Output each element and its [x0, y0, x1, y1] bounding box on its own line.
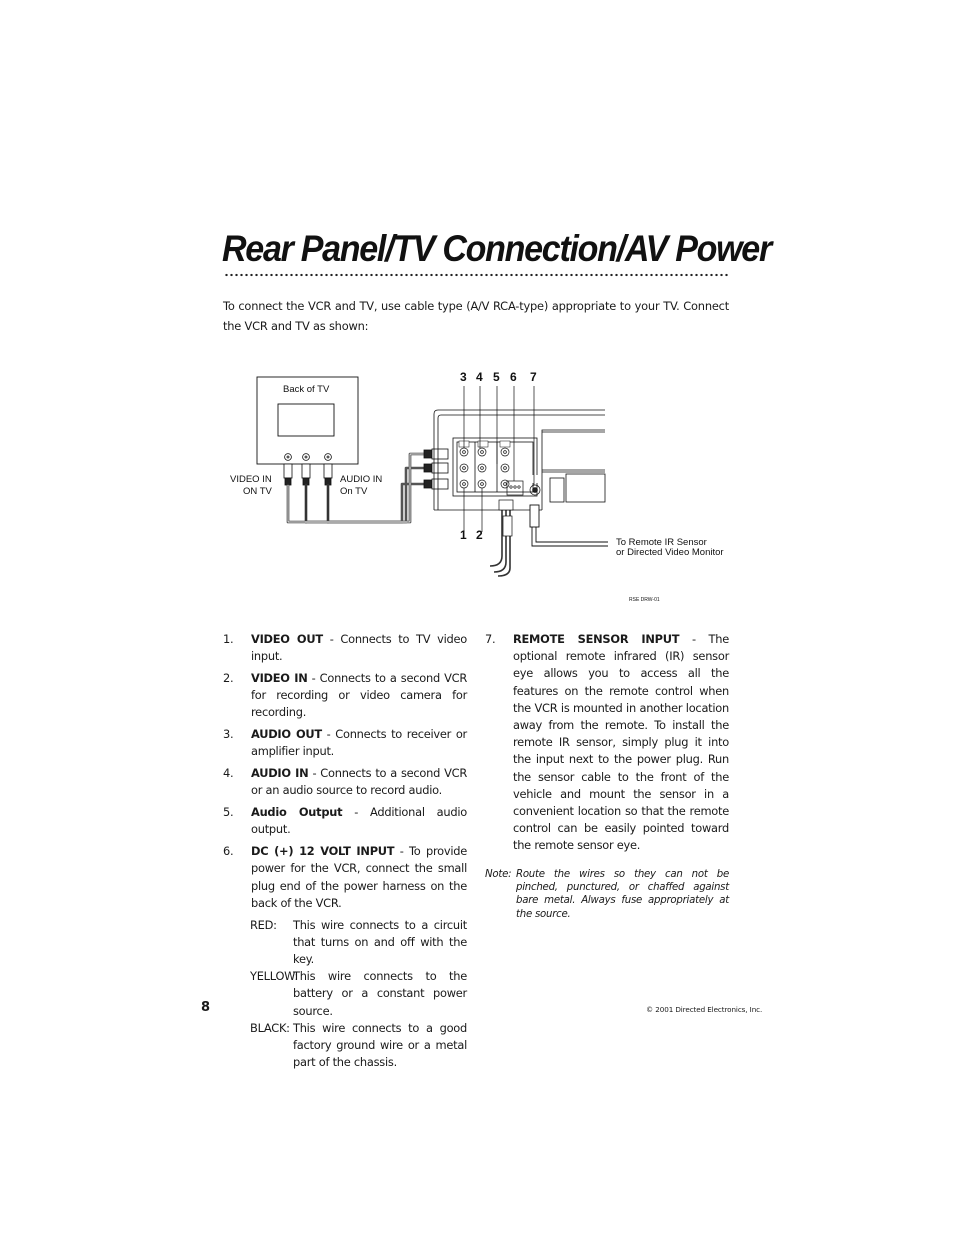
list-item: 5. Audio Output - Additional audio output. [223, 805, 467, 837]
video-in-label-1: VIDEO IN [230, 474, 272, 485]
wire-black: BLACK: This wire connects to a good factory ground wire or a metal part of the chassis. [250, 1020, 467, 1070]
callout-7: 7 [530, 370, 537, 384]
list-item: 4. AUDIO IN - Connects to a second VCR or an audio source to record audio. [223, 766, 467, 798]
remote-sensor-label-1: To Remote IR Sensor [616, 537, 707, 548]
tv-jacks [285, 454, 332, 461]
power-plug [499, 500, 513, 536]
wire-yellow: YELLOW: This wire connects to the battery or a constant power source. [250, 969, 467, 1018]
list-item: 6. DC (+) 12 VOLT INPUT - To provide power for the VCR, connect the small plug end of the power harness on the back of the VCR. [223, 844, 467, 910]
list-item: 3. AUDIO OUT - Connects to receiver or amplifier input. [223, 727, 467, 759]
vcr-rca-plugs [424, 449, 448, 489]
callout-4: 4 [476, 370, 483, 384]
callout-5: 5 [493, 370, 500, 384]
item-label: AUDIO OUT [251, 727, 322, 742]
dotted-title-rule [224, 273, 730, 277]
copyright: © 2001 Directed Electronics, Inc. [646, 1005, 763, 1014]
audio-in-label-2: On TV [340, 486, 368, 497]
item-label: VIDEO IN [251, 671, 308, 685]
item-list-right [485, 631, 729, 921]
video-in-label-2: ON TV [243, 486, 272, 497]
tv-screen-window [278, 404, 334, 436]
page-title: Rear Panel/TV Connection/AV Power [222, 228, 771, 269]
list-item: 1. VIDEO OUT - Connects to TV video input. [223, 632, 467, 664]
wire-red: RED: This wire connects to a circuit that turns on and off with the key. [250, 917, 467, 967]
list-item: 2. VIDEO IN - Connects to a second VCR for recording or video camera for recording. [223, 671, 467, 720]
note: Note: Route the wires so they can not be pinched, punctured, or chaffed against bare metal. Always fuse appropriately at the source. [485, 868, 729, 920]
item-label: REMOTE SENSOR INPUT [513, 632, 680, 646]
callout-6: 6 [510, 370, 517, 384]
item-label: DC (+) 12 VOLT INPUT [251, 844, 395, 859]
list-item: 7. REMOTE SENSOR INPUT - The optional remote infrared (IR) sensor eye allows you to access all the features on the remote control when the VCR is mounted in another location away from the remote. To install the remote IR sensor, simply plug it into the input next to the power plug. Run the sensor cable to the front of the vehicle and mount the sensor in a convenient location so that the remote control can be easily pointed toward the remote sensor eye. [485, 632, 729, 853]
item-label: Audio Output [251, 805, 343, 820]
tv-rca-plugs [284, 464, 332, 485]
remote-sensor-label-2: or Directed Video Monitor [616, 547, 724, 558]
vcr-jack-legends [459, 441, 541, 483]
callout-1: 1 [460, 528, 467, 542]
callout-2: 2 [476, 528, 483, 542]
figure-code: RSE DRW-01 [629, 597, 660, 603]
page-number: 8 [201, 1000, 211, 1015]
back-of-tv-label: Back of TV [283, 384, 330, 395]
remote-sensor-cable [530, 505, 608, 546]
intro-paragraph: To connect the VCR and TV, use cable type (A/V RCA-type) appropriate to your TV. Connect the VCR and TV as shown: [223, 299, 729, 333]
wire-descriptions [250, 917, 467, 1072]
item-list-left [223, 631, 467, 1071]
connection-diagram [200, 360, 760, 610]
item-label: AUDIO IN [251, 766, 309, 781]
audio-in-label-1: AUDIO IN [340, 474, 383, 485]
item-label: VIDEO OUT [251, 632, 323, 646]
callout-3: 3 [460, 370, 467, 384]
vcr-jacks [460, 448, 540, 495]
